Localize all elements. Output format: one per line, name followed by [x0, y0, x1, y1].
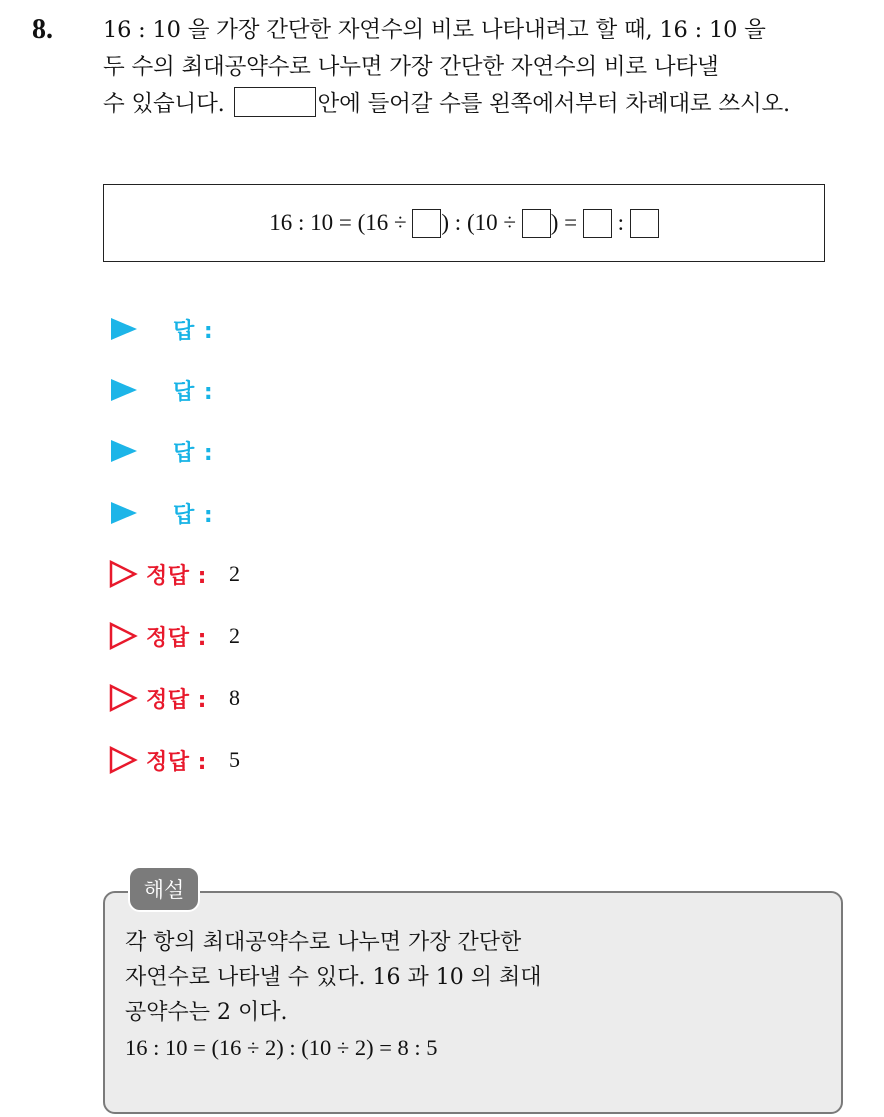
- question-line-part: 수 있습니다.: [103, 91, 232, 117]
- answer-label: 답 :: [173, 379, 214, 405]
- explanation-text: [125, 925, 825, 1065]
- equation-part: 16 : 10 = (16 ÷: [269, 210, 413, 235]
- blank-box-icon: [522, 209, 551, 238]
- equation-part: ) : (10 ÷: [441, 210, 522, 235]
- play-triangle-icon: [111, 502, 137, 524]
- correct-value: 5: [228, 747, 240, 772]
- play-triangle-icon: [111, 379, 137, 401]
- explanation-tag: 해설: [128, 866, 200, 912]
- explanation-equation: 16 : 10 = (16 ÷ 2) : (10 ÷ 2) = 8 : 5: [125, 1035, 438, 1060]
- correct-value: 2: [228, 561, 240, 586]
- equation-box: [103, 184, 825, 262]
- correct-label: 정답 :: [146, 563, 207, 589]
- play-triangle-icon: [111, 318, 137, 340]
- blank-box-icon: [412, 209, 441, 238]
- answer-row: [108, 433, 214, 469]
- blank-box-icon: [630, 209, 659, 238]
- answer-row: [108, 372, 214, 408]
- correct-answer-row: [108, 680, 240, 716]
- question-line: 두 수의 최대공약수로 나누면 가장 간단한 자연수의 비로 나타낼: [103, 54, 719, 80]
- correct-label: 정답 :: [146, 625, 207, 651]
- play-triangle-icon: [111, 440, 137, 462]
- blank-box-icon: [234, 87, 316, 117]
- equation-part: :: [611, 210, 630, 235]
- answer-label: 답 :: [173, 318, 214, 344]
- answer-label: 답 :: [173, 440, 214, 466]
- question-line-part: 안에 들어갈 수를 왼쪽에서부터 차례대로 쓰시오.: [317, 91, 790, 117]
- question-line: [103, 86, 863, 123]
- outline-triangle-icon: [108, 683, 138, 713]
- equation-part: ) =: [550, 210, 583, 235]
- correct-answer-row: [108, 742, 240, 778]
- correct-answer-row: [108, 618, 240, 654]
- correct-value: 2: [228, 623, 240, 648]
- correct-answer-row: [108, 556, 240, 592]
- outline-triangle-icon: [108, 559, 138, 589]
- correct-value: 8: [228, 685, 240, 710]
- answer-label: 답 :: [173, 502, 214, 528]
- question-number: 8.: [32, 14, 53, 45]
- explanation-line: 공약수는 2 이다.: [125, 1000, 288, 1025]
- outline-triangle-icon: [108, 621, 138, 651]
- answer-row: [108, 495, 214, 531]
- blank-box-icon: [583, 209, 612, 238]
- question-line: 16 : 10 을 가장 간단한 자연수의 비로 나타내려고 할 때, 16 : 10 을: [103, 17, 766, 43]
- correct-label: 정답 :: [146, 749, 207, 775]
- answer-row: [108, 311, 214, 347]
- outline-triangle-icon: [108, 745, 138, 775]
- correct-label: 정답 :: [146, 687, 207, 713]
- explanation-line: 자연수로 나타낼 수 있다. 16 과 10 의 최대: [125, 965, 542, 990]
- explanation-line: 각 항의 최대공약수로 나누면 가장 간단한: [125, 930, 522, 955]
- question-text: [103, 12, 863, 123]
